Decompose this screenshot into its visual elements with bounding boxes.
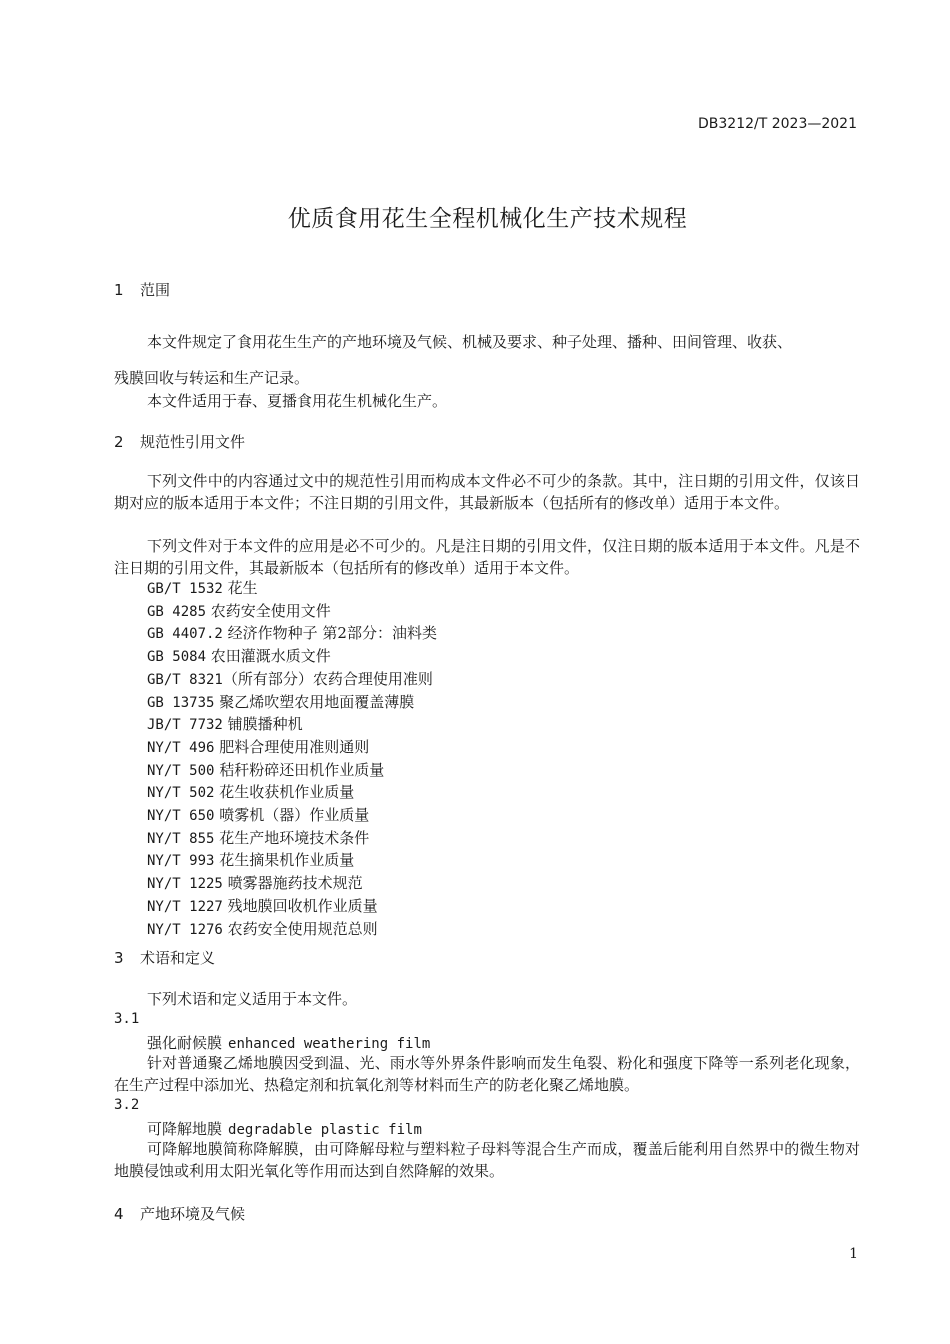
term-number: 3.1 (114, 1011, 140, 1027)
list-item: GB/T 1532 花生 (147, 579, 258, 597)
section-title: 范围 (140, 281, 171, 299)
list-item: NY/T 855 花生产地环境技术条件 (147, 828, 370, 847)
term-definition: 针对普通聚乙烯地膜因受到温、光、雨水等外界条件影响而发生龟裂、粉化和强度下降等一系列老化现象，在生产过程中添加光、热稳定剂和抗氧化剂等材料而生产的防老化聚乙烯地膜。 (114, 1054, 860, 1094)
page-number: 1 (849, 1246, 858, 1262)
list-item: GB 4285 农药安全使用文件 (147, 601, 331, 620)
section-1-heading (114, 279, 170, 300)
scope-paragraph-line-1: 本文件规定了食用花生生产的产地环境及气候、机械及要求、种子处理、播种、田间管理、收获、 (147, 333, 793, 351)
document-title: 优质食用花生全程机械化生产技术规程 (287, 206, 688, 232)
list-item: GB 4407.2 经济作物种子 第2部分：油料类 (147, 624, 437, 643)
section-title: 规范性引用文件 (140, 433, 246, 451)
term-name (147, 1118, 422, 1139)
list-item: NY/T 1227 残地膜回收机作业质量 (147, 896, 378, 915)
document-code: DB3212/T 2023—2021 (698, 116, 857, 132)
scope-paragraph-line-2: 残膜回收与转运和生产记录。 (114, 369, 310, 387)
section-3-heading (114, 947, 215, 968)
section-title: 术语和定义 (140, 949, 216, 967)
section-number: 2 (114, 433, 124, 451)
term-chinese: 可降解地膜 (147, 1120, 223, 1138)
list-item: NY/T 993 花生摘果机作业质量 (147, 851, 355, 870)
list-item: GB/T 8321（所有部分）农药合理使用准则 (147, 669, 433, 688)
normative-refs-paragraph-1: 下列文件中的内容通过文中的规范性引用而构成本文件必不可少的条款。其中，注日期的引用文件，仅该日期对应的版本适用于本文件；不注日期的引用文件，其最新版本（包括所有的修改单）适用于本文件。 (114, 472, 860, 512)
reference-list (147, 578, 437, 941)
term-chinese: 强化耐候膜 (147, 1034, 223, 1052)
term-number: 3.2 (114, 1097, 140, 1113)
scope-paragraph-2: 本文件适用于春、夏播食用花生机械化生产。 (147, 392, 448, 410)
list-item: GB 13735 聚乙烯吹塑农用地面覆盖薄膜 (147, 692, 415, 711)
terms-intro: 下列术语和定义适用于本文件。 (147, 990, 358, 1008)
list-item: NY/T 650 喷雾机（器）作业质量 (147, 806, 370, 825)
section-2-heading (114, 431, 245, 452)
list-item: NY/T 500 秸秆粉碎还田机作业质量 (147, 760, 385, 779)
section-number: 3 (114, 949, 124, 967)
term-english: degradable plastic film (228, 1122, 422, 1138)
list-item: GB 5084 农田灌溉水质文件 (147, 647, 331, 666)
normative-refs-paragraph-2: 下列文件对于本文件的应用是必不可少的。凡是注日期的引用文件，仅注日期的版本适用于本文件。凡是不注日期的引用文件，其最新版本（包括所有的修改单）适用于本文件。 (114, 537, 860, 577)
section-number: 4 (114, 1205, 124, 1223)
section-number: 1 (114, 281, 124, 299)
list-item: NY/T 502 花生收获机作业质量 (147, 783, 355, 802)
term-definition: 可降解地膜简称降解膜，由可降解母粒与塑料粒子母料等混合生产而成，覆盖后能利用自然界中的微生物对地膜侵蚀或利用太阳光氧化等作用而达到自然降解的效果。 (114, 1140, 860, 1180)
list-item: NY/T 1225 喷雾器施药技术规范 (147, 874, 363, 893)
list-item: NY/T 1276 农药安全使用规范总则 (147, 919, 378, 938)
term-english: enhanced weathering film (228, 1036, 431, 1052)
term-name (147, 1032, 430, 1053)
section-4-heading (114, 1203, 245, 1224)
list-item: JB/T 7732 铺膜播种机 (147, 715, 303, 734)
section-title: 产地环境及气候 (140, 1205, 246, 1223)
list-item: NY/T 496 肥料合理使用准则通则 (147, 737, 370, 756)
